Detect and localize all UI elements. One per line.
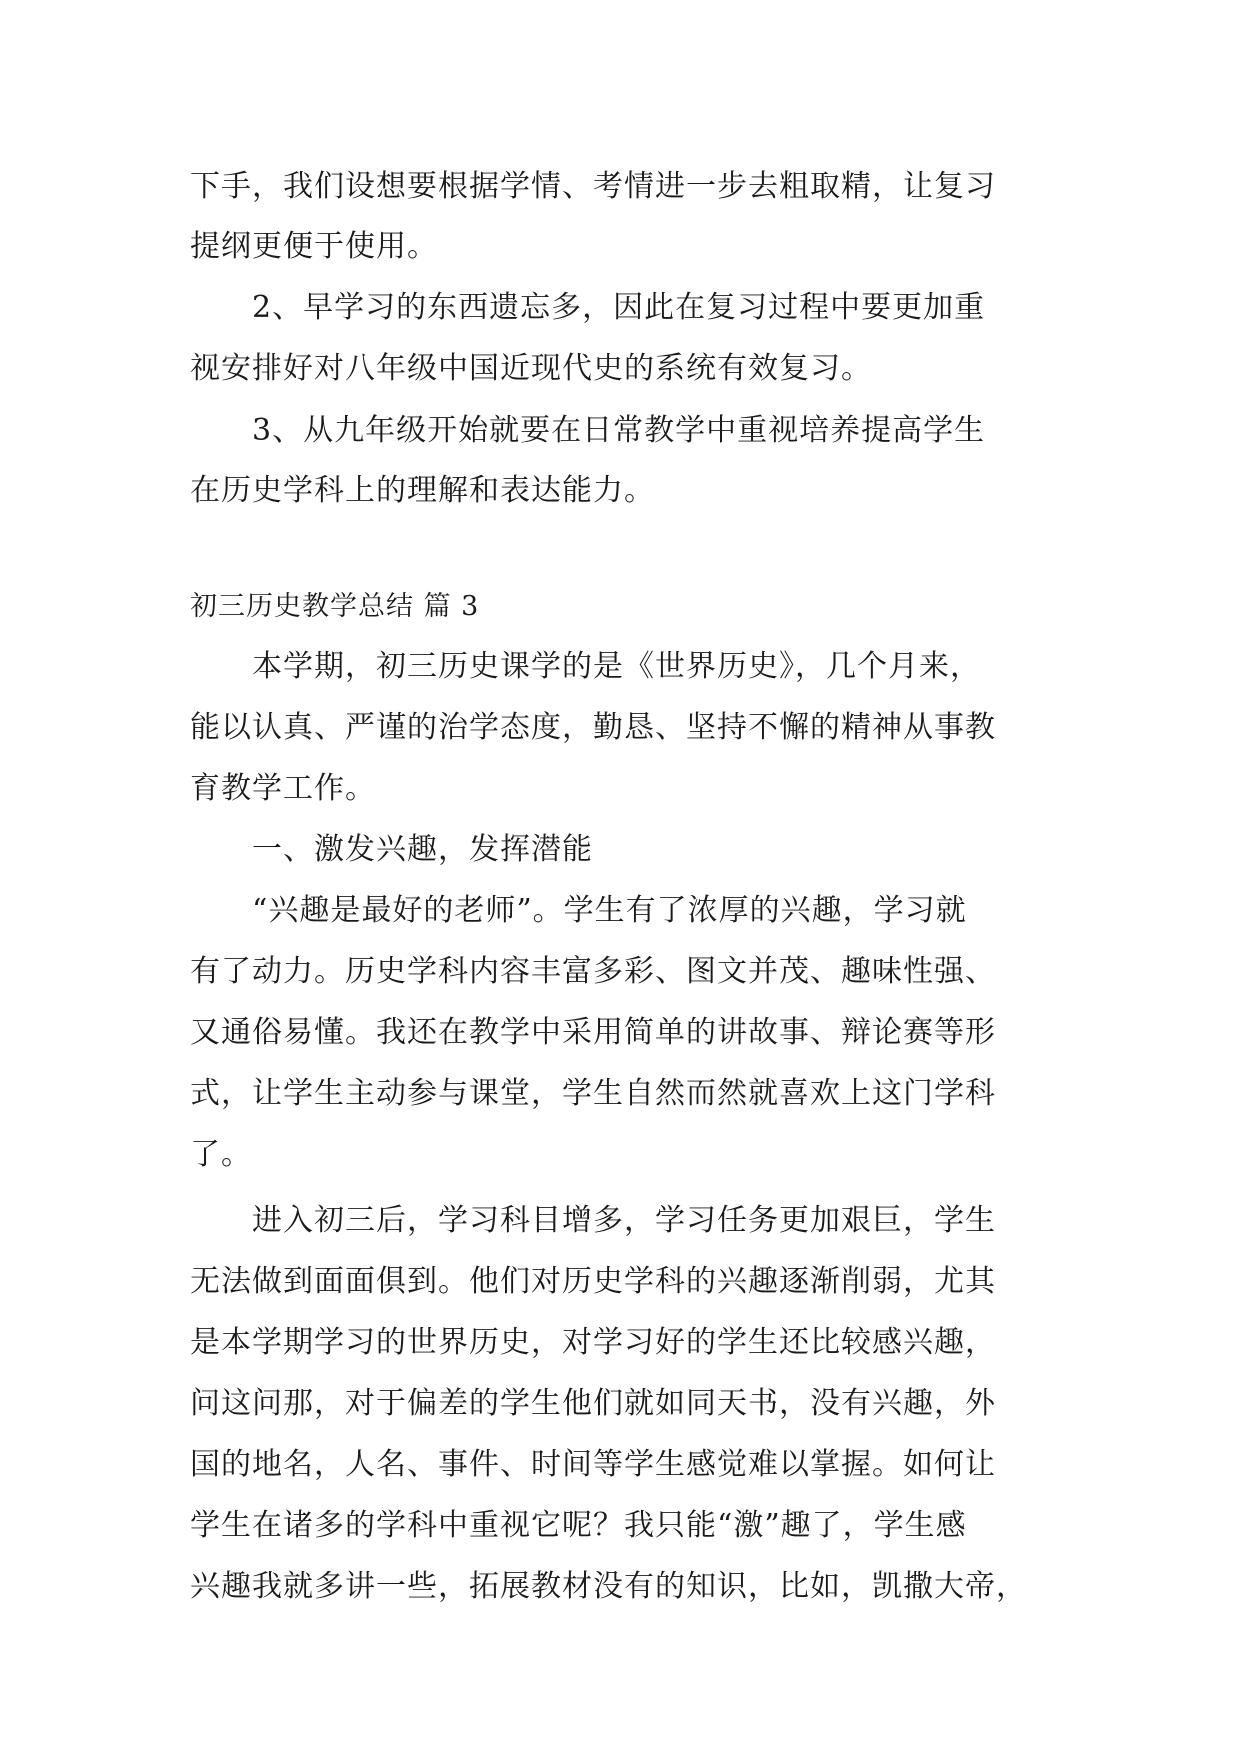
paragraph-line: 国的地名，人名、事件、时间等学生感觉难以掌握。如何让	[190, 1447, 996, 1482]
text-line: 提纲更便于使用。	[190, 229, 438, 264]
section-title: 初三历史教学总结 篇 3	[190, 591, 480, 622]
paragraph-line: 又通俗易懂。我还在教学中采用简单的讲故事、辩论赛等形	[190, 1015, 996, 1050]
paragraph-line: 是本学期学习的世界历史，对学习好的学生还比较感兴趣，	[190, 1325, 996, 1360]
intro-line: 本学期，初三历史课学的是《世界历史》，几个月来，	[252, 649, 981, 684]
intro-line: 育教学工作。	[190, 771, 376, 806]
list-item-2-line: 2、早学习的东西遗忘多，因此在复习过程中要更加重	[252, 290, 986, 325]
list-item-3-line: 在历史学科上的理解和表达能力。	[190, 473, 655, 508]
paragraph-line: 了。	[190, 1137, 252, 1172]
paragraph-line: “兴趣是最好的老师”。学生有了浓厚的兴趣，学习就	[252, 893, 967, 928]
intro-line: 能以认真、严谨的治学态度，勤恳、坚持不懈的精神从事教	[190, 710, 996, 745]
subheading: 一、激发兴趣，发挥潜能	[252, 832, 593, 867]
paragraph-line: 兴趣我就多讲一些，拓展教材没有的知识，比如，凯撒大帝，	[190, 1569, 1027, 1604]
paragraph-line: 学生在诸多的学科中重视它呢？我只能“激”趣了，学生感	[190, 1508, 967, 1543]
list-item-2-line: 视安排好对八年级中国近现代史的系统有效复习。	[190, 351, 872, 386]
paragraph-line: 有了动力。历史学科内容丰富多彩、图文并茂、趣味性强、	[190, 954, 996, 989]
paragraph-line: 进入初三后，学习科目增多，学习任务更加艰巨，学生	[252, 1203, 996, 1238]
paragraph-line: 无法做到面面俱到。他们对历史学科的兴趣逐渐削弱，尤其	[190, 1264, 996, 1299]
list-item-3-line: 3、从九年级开始就要在日常教学中重视培养提高学生	[252, 413, 986, 448]
paragraph-line: 式，让学生主动参与课堂，学生自然而然就喜欢上这门学科	[190, 1076, 996, 1111]
text-line: 下手，我们设想要根据学情、考情进一步去粗取精，让复习	[190, 169, 996, 204]
paragraph-line: 问这问那，对于偏差的学生他们就如同天书，没有兴趣，外	[190, 1386, 996, 1421]
